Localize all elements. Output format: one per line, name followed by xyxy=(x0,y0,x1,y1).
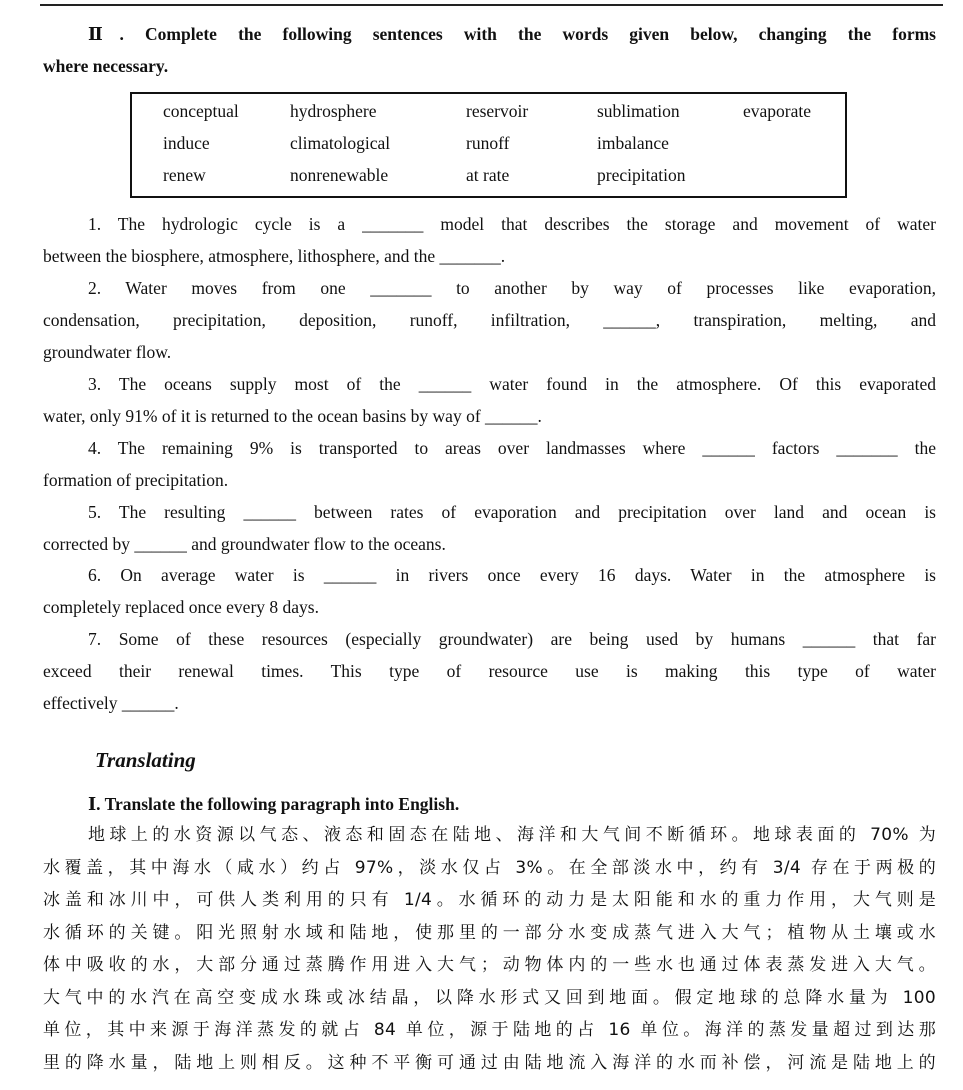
translation-paragraph-line: 水循环的关键。阳光照射水域和陆地，使那里的一部分水变成蒸气进入大气；植物从土壤或水 xyxy=(43,922,936,943)
word-box-item: sublimation xyxy=(597,101,680,121)
word-box-item: hydrosphere xyxy=(290,101,377,121)
sentence-4-line: formation of precipitation. xyxy=(43,470,229,490)
translation-paragraph-line: 体中吸收的水，大部分通过蒸腾作用进入大气；动物体内的一些水也通过体表蒸发进入大气。 xyxy=(43,955,936,975)
word-box-item: at rate xyxy=(466,165,510,185)
translation-paragraph-line: 冰盖和冰川中，可供人类利用的只有 1/4。水循环的动力是太阳能和水的重力作用，大气则是 xyxy=(43,890,936,910)
sentence-7-line: 7. Some of these resources (especially groundwater) are being used by humans ______ that far xyxy=(88,629,936,649)
sentence-1-line: between the biosphere, atmosphere, lithosphere, and the _______. xyxy=(43,246,506,266)
word-box-item: imbalance xyxy=(597,133,669,153)
sentence-7-line: exceed their renewal times. This type of resource use is making this type of water xyxy=(43,661,936,681)
word-box-item: precipitation xyxy=(597,165,686,185)
translate-heading: Ⅰ. Translate the following paragraph into English. xyxy=(88,794,460,814)
top-rule xyxy=(40,4,943,6)
word-box-item: evaporate xyxy=(743,101,812,121)
sentence-2-line: 2. Water moves from one _______ to another by way of processes like evaporation, xyxy=(88,278,936,298)
exercise-heading-line-1: Ⅱ. Complete the following sentences with the words given below, changing the forms xyxy=(88,24,936,44)
sentence-3-line: 3. The oceans supply most of the ______ water found in the atmosphere. Of this evaporated xyxy=(88,374,936,394)
translation-paragraph-line: 里的降水量，陆地上则相反。这种不平衡可通过由陆地流入海洋的水而补偿，河流是陆地上的 xyxy=(43,1052,936,1073)
translation-paragraph-line: 水覆盖，其中海水（咸水）约占 97%，淡水仅占 3%。在全部淡水中，约有 3/4 存在于两极的 xyxy=(43,857,936,878)
sentence-6-line: 6. On average water is ______ in rivers once every 16 days. Water in the atmosphere is xyxy=(88,565,936,585)
word-box-item: induce xyxy=(163,133,210,153)
word-box-item: conceptual xyxy=(163,101,239,121)
sentence-5-line: 5. The resulting ______ between rates of evaporation and precipitation over land and ocean is xyxy=(88,502,936,522)
translation-paragraph-line: 单位，其中来源于海洋蒸发的就占 84 单位，源于陆地的占 16 单位。海洋的蒸发量超过到达那 xyxy=(43,1020,936,1040)
sentence-1-line: 1. The hydrologic cycle is a _______ model that describes the storage and movement of water xyxy=(88,214,936,234)
exercise-heading-line-2: where necessary. xyxy=(43,56,169,76)
translation-paragraph-line: 大气中的水汽在高空变成水珠或冰结晶，以降水形式又回到地面。假定地球的总降水量为 100 xyxy=(43,987,936,1008)
sentence-6-line: completely replaced once every 8 days. xyxy=(43,597,319,617)
word-box-item: renew xyxy=(163,165,206,185)
word-box-item: nonrenewable xyxy=(290,165,389,185)
translation-paragraph-line: 地球上的水资源以气态、液态和固态在陆地、海洋和大气间不断循环。地球表面的 70% 为 xyxy=(88,825,936,845)
section-title-translating: Translating xyxy=(95,748,196,772)
word-box-item: runoff xyxy=(466,133,510,153)
word-box-item: reservoir xyxy=(466,101,529,121)
sentence-2-line: condensation, precipitation, deposition, runoff, infiltration, ______, transpiration, melting, and xyxy=(43,310,936,330)
sentence-7-line: effectively ______. xyxy=(43,693,179,713)
sentence-2-line: groundwater flow. xyxy=(43,342,172,362)
sentence-4-line: 4. The remaining 9% is transported to areas over landmasses where ______ factors _______ the xyxy=(88,438,936,458)
word-box-item: climatological xyxy=(290,133,391,153)
sentence-3-line: water, only 91% of it is returned to the ocean basins by way of ______. xyxy=(43,406,542,426)
sentence-5-line: corrected by ______ and groundwater flow to the oceans. xyxy=(43,534,446,554)
